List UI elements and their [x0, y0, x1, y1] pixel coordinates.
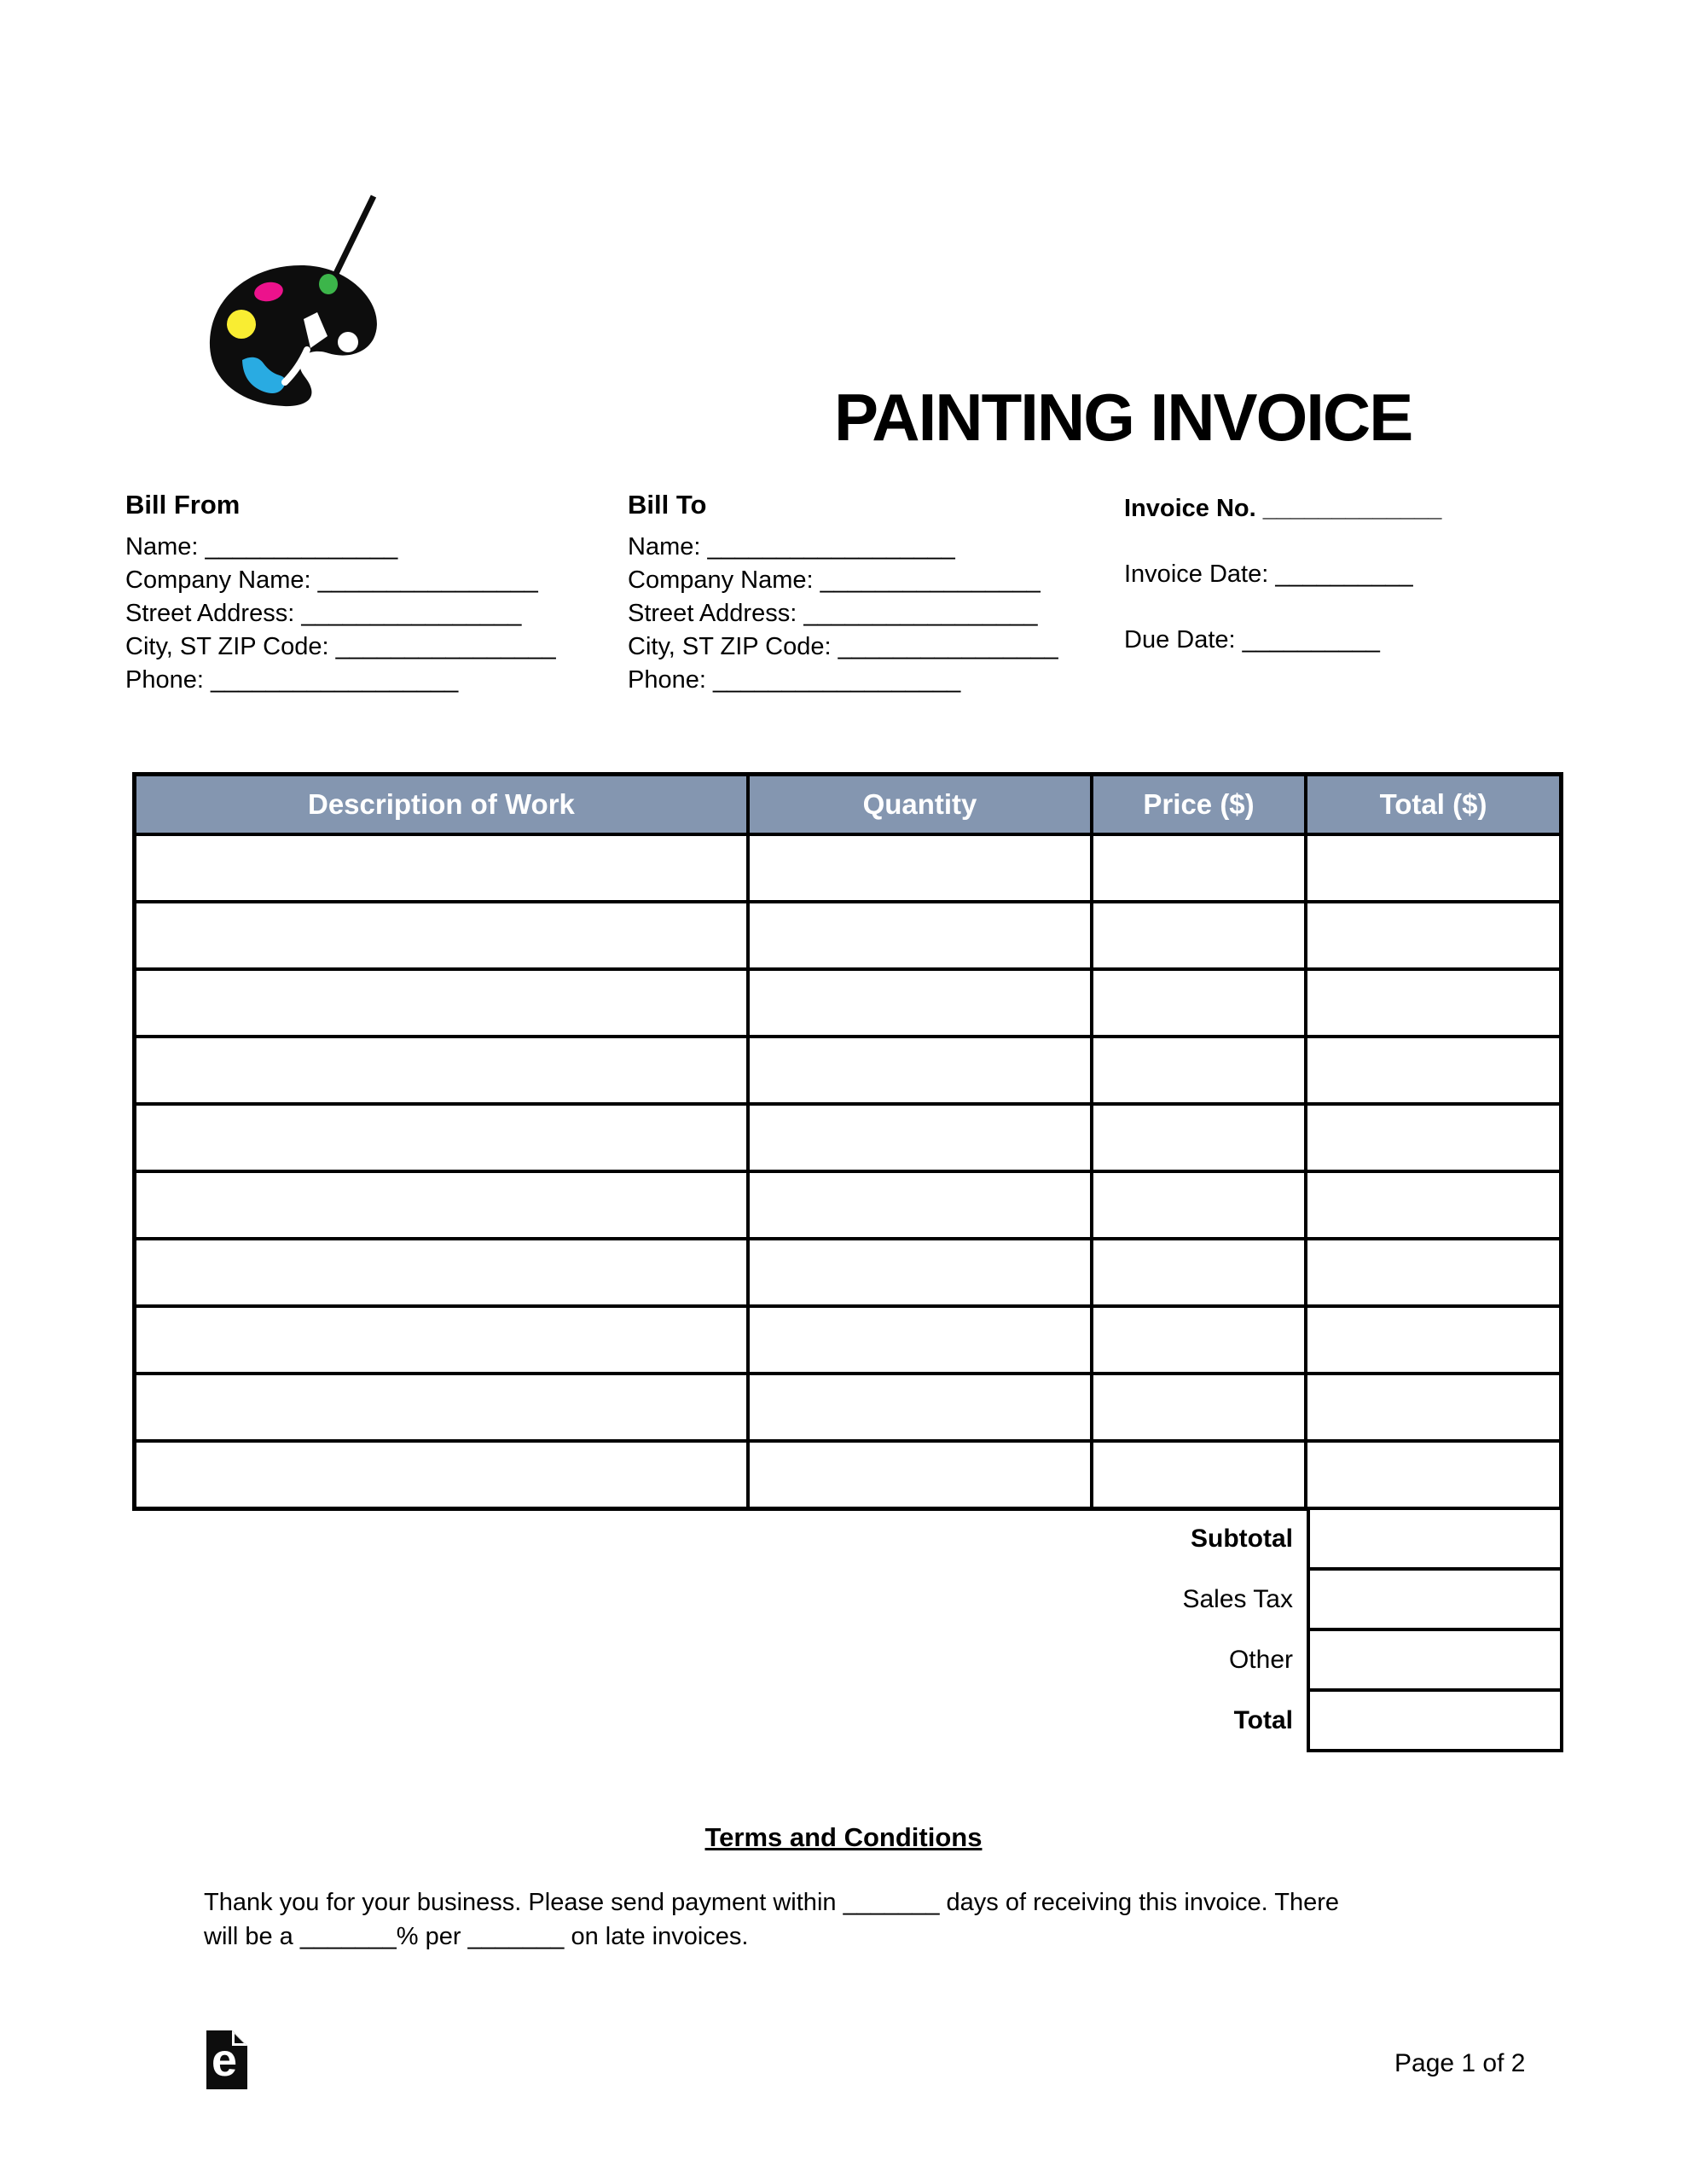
blank-line[interactable]: ________________	[317, 566, 538, 594]
work-table-cell[interactable]	[1306, 1104, 1561, 1171]
work-table-row	[135, 1374, 1562, 1441]
work-table-cell[interactable]	[748, 902, 1092, 969]
form-field-row	[125, 664, 556, 697]
work-table-cell[interactable]	[1306, 1374, 1561, 1441]
green-paint-dab	[319, 274, 338, 294]
blank-line[interactable]: __________	[1275, 561, 1413, 588]
bill-from-section	[125, 488, 556, 697]
work-table-row	[135, 834, 1562, 902]
work-table-cell[interactable]	[1306, 902, 1561, 969]
subtotal-value-box[interactable]	[1307, 1507, 1563, 1571]
work-table-cell[interactable]	[1092, 834, 1306, 902]
form-field-row	[628, 597, 1058, 630]
blank-line[interactable]: ______________	[205, 533, 398, 561]
palette-thumb-hole	[338, 332, 358, 352]
other-label: Other	[1228, 1645, 1293, 1674]
work-table-cell[interactable]	[135, 969, 748, 1037]
column-header-total: Total ($)	[1306, 775, 1561, 835]
work-table-row	[135, 1441, 1562, 1509]
work-table-row	[135, 969, 1562, 1037]
work-table-row	[135, 1171, 1562, 1239]
totals-summary	[132, 1507, 1563, 1752]
work-table-cell[interactable]	[748, 834, 1092, 902]
field-label: Phone:	[628, 666, 713, 694]
blank-line[interactable]: __________________	[707, 533, 955, 561]
form-field-row	[628, 664, 1058, 697]
field-label: City, ST ZIP Code:	[628, 633, 838, 660]
blank-line[interactable]: ________________	[820, 566, 1041, 594]
bill-to-fields	[628, 531, 1058, 697]
work-table-cell[interactable]	[135, 1104, 748, 1171]
blank-line[interactable]: ________________	[838, 633, 1058, 660]
form-field-row	[1124, 492, 1441, 526]
sales-tax-label: Sales Tax	[1182, 1584, 1293, 1613]
other-value-box[interactable]	[1307, 1628, 1563, 1692]
page-title: PAINTING INVOICE	[834, 380, 1412, 456]
terms-heading: Terms and Conditions	[704, 1822, 983, 1852]
paint-palette-logo	[203, 191, 403, 421]
work-table-cell[interactable]	[1306, 1171, 1561, 1239]
work-table-row	[135, 1104, 1562, 1171]
field-label: Phone:	[125, 666, 211, 694]
total-label: Total	[1233, 1705, 1293, 1734]
field-label: Street Address:	[628, 600, 804, 627]
work-table-row	[135, 902, 1562, 969]
work-table-cell[interactable]	[748, 1104, 1092, 1171]
terms-line-1: Thank you for your business. Please send payment within _______ days of receiving this invoice. There	[204, 1889, 1339, 1916]
work-table-cell[interactable]	[1306, 1239, 1561, 1306]
work-table-cell[interactable]	[1092, 1239, 1306, 1306]
form-field-row	[628, 531, 1058, 564]
work-table-cell[interactable]	[135, 1171, 748, 1239]
work-table-cell[interactable]	[1306, 1037, 1561, 1104]
total-value-box[interactable]	[1307, 1688, 1563, 1752]
field-label: City, ST ZIP Code:	[125, 633, 336, 660]
form-field-row	[125, 630, 556, 664]
blank-line[interactable]: _________________	[803, 600, 1038, 627]
work-table-cell[interactable]	[1092, 1306, 1306, 1374]
field-label: Street Address:	[125, 600, 302, 627]
blank-line[interactable]: ________________	[301, 600, 522, 627]
terms-section	[204, 1819, 1483, 1954]
eforms-letter-e: e	[211, 2035, 238, 2086]
eforms-logo	[206, 2030, 247, 2089]
work-table-row	[135, 1037, 1562, 1104]
field-label: Name:	[628, 533, 708, 561]
work-table-body	[135, 834, 1562, 1509]
work-table-cell[interactable]	[1092, 1104, 1306, 1171]
work-table-row	[135, 1306, 1562, 1374]
invoice-meta-section	[1124, 488, 1441, 657]
work-table-cell[interactable]	[135, 1306, 748, 1374]
bill-to-section	[628, 488, 1058, 697]
column-header-description: Description of Work	[135, 775, 748, 835]
work-table-cell[interactable]	[1306, 1306, 1561, 1374]
work-table-cell[interactable]	[135, 834, 748, 902]
work-table-cell[interactable]	[135, 1037, 748, 1104]
work-table-cell[interactable]	[1306, 969, 1561, 1037]
work-table-cell[interactable]	[1306, 834, 1561, 902]
field-label: Invoice No.	[1124, 495, 1263, 522]
work-table-cell[interactable]	[1092, 969, 1306, 1037]
field-label: Name:	[125, 533, 206, 561]
field-label: Due Date:	[1124, 626, 1243, 653]
bill-to-heading: Bill To	[628, 490, 707, 520]
work-table-cell[interactable]	[748, 1306, 1092, 1374]
work-table-cell[interactable]	[748, 1441, 1092, 1509]
column-header-quantity: Quantity	[748, 775, 1092, 835]
field-label: Company Name:	[125, 566, 318, 594]
work-table-cell[interactable]	[1092, 902, 1306, 969]
other-row	[132, 1628, 1563, 1692]
form-field-row	[628, 564, 1058, 597]
field-label: Company Name:	[628, 566, 820, 594]
work-table-cell[interactable]	[748, 1374, 1092, 1441]
form-field-row	[125, 597, 556, 630]
work-table-cell[interactable]	[748, 1239, 1092, 1306]
blank-line[interactable]: ________________	[335, 633, 556, 660]
work-table-cell[interactable]	[1092, 1037, 1306, 1104]
work-table-cell[interactable]	[135, 902, 748, 969]
invoice-meta-fields	[1124, 492, 1441, 657]
bill-from-fields	[125, 531, 556, 697]
sales-tax-value-box[interactable]	[1307, 1567, 1563, 1631]
work-items-table	[132, 772, 1563, 1511]
blank-line[interactable]: __________	[1242, 626, 1380, 653]
form-field-row	[1124, 624, 1441, 657]
work-table-cell[interactable]	[135, 1441, 748, 1509]
page-indicator: Page 1 of 2	[1394, 2049, 1526, 2077]
bill-from-heading: Bill From	[125, 490, 241, 520]
column-header-price: Price ($)	[1092, 775, 1306, 835]
work-table-cell[interactable]	[1092, 1171, 1306, 1239]
sales-tax-row	[132, 1567, 1563, 1631]
form-field-row	[628, 630, 1058, 664]
total-row	[132, 1688, 1563, 1752]
subtotal-row	[132, 1507, 1563, 1571]
work-table-cell[interactable]	[135, 1239, 748, 1306]
work-table-cell[interactable]	[1306, 1441, 1561, 1509]
work-table-area	[132, 772, 1563, 1752]
work-table-header-row	[135, 775, 1562, 835]
form-field-row	[125, 531, 556, 564]
blank-line[interactable]: __________________	[712, 666, 961, 694]
yellow-paint-dab	[227, 310, 256, 339]
work-table-cell[interactable]	[135, 1374, 748, 1441]
field-label: Invoice Date:	[1124, 561, 1276, 588]
work-table-cell[interactable]	[748, 969, 1092, 1037]
form-field-row	[1124, 558, 1441, 591]
terms-paragraph	[204, 1885, 1483, 1954]
work-table-cell[interactable]	[748, 1037, 1092, 1104]
blank-line[interactable]: _____________	[1262, 495, 1442, 522]
work-table-cell[interactable]	[1092, 1374, 1306, 1441]
terms-line-2: will be a _______% per _______ on late invoices.	[204, 1923, 749, 1950]
subtotal-label: Subtotal	[1191, 1524, 1293, 1553]
work-table-row	[135, 1239, 1562, 1306]
work-table-cell[interactable]	[1092, 1441, 1306, 1509]
form-field-row	[125, 564, 556, 597]
work-table-cell[interactable]	[748, 1171, 1092, 1239]
blank-line[interactable]: __________________	[210, 666, 459, 694]
